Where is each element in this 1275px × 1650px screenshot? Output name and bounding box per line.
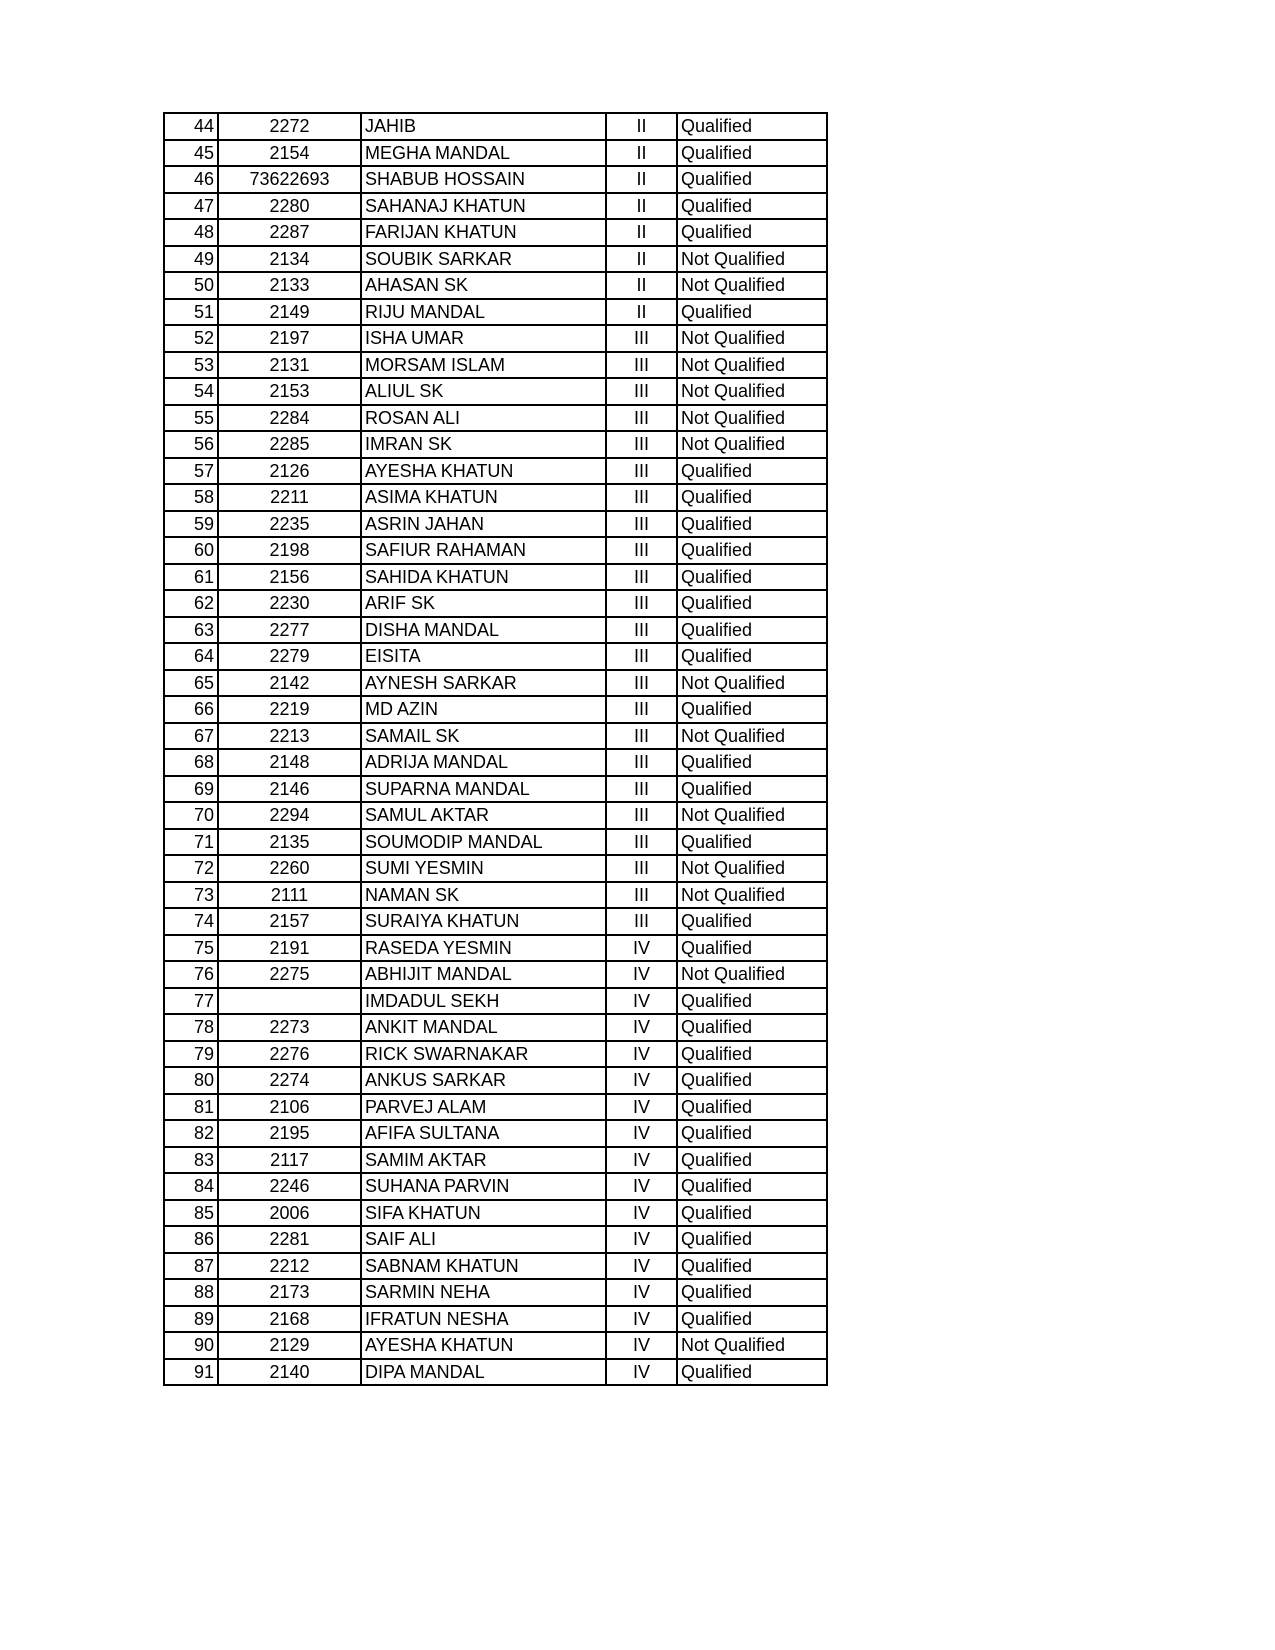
cell-class: III <box>606 537 677 564</box>
cell-status: Qualified <box>677 1200 827 1227</box>
cell-class: IV <box>606 1279 677 1306</box>
cell-status: Qualified <box>677 935 827 962</box>
cell-id: 2273 <box>218 1014 361 1041</box>
cell-serial: 87 <box>164 1253 218 1280</box>
cell-name: AYESHA KHATUN <box>361 1332 606 1359</box>
cell-class: III <box>606 484 677 511</box>
cell-name: RIJU MANDAL <box>361 299 606 326</box>
cell-id: 73622693 <box>218 166 361 193</box>
cell-name: AFIFA SULTANA <box>361 1120 606 1147</box>
table-row <box>164 1253 827 1280</box>
cell-id: 2106 <box>218 1094 361 1121</box>
cell-status: Qualified <box>677 988 827 1015</box>
cell-class: IV <box>606 1173 677 1200</box>
cell-id: 2142 <box>218 670 361 697</box>
cell-id: 2277 <box>218 617 361 644</box>
cell-class: III <box>606 458 677 485</box>
cell-serial: 63 <box>164 617 218 644</box>
cell-name: ANKIT MANDAL <box>361 1014 606 1041</box>
table-row <box>164 537 827 564</box>
cell-serial: 76 <box>164 961 218 988</box>
cell-name: SAHANAJ KHATUN <box>361 193 606 220</box>
cell-serial: 47 <box>164 193 218 220</box>
cell-name: SOUBIK SARKAR <box>361 246 606 273</box>
cell-id: 2198 <box>218 537 361 564</box>
cell-serial: 68 <box>164 749 218 776</box>
cell-id: 2111 <box>218 882 361 909</box>
cell-id: 2154 <box>218 140 361 167</box>
cell-status: Qualified <box>677 1041 827 1068</box>
cell-name: SOUMODIP MANDAL <box>361 829 606 856</box>
cell-status: Qualified <box>677 1306 827 1333</box>
cell-status: Qualified <box>677 908 827 935</box>
cell-status: Qualified <box>677 749 827 776</box>
cell-class: IV <box>606 1120 677 1147</box>
cell-status: Qualified <box>677 1147 827 1174</box>
table-row <box>164 113 827 140</box>
cell-status: Qualified <box>677 166 827 193</box>
table-row <box>164 1120 827 1147</box>
cell-serial: 54 <box>164 378 218 405</box>
cell-serial: 85 <box>164 1200 218 1227</box>
cell-name: ABHIJIT MANDAL <box>361 961 606 988</box>
cell-class: IV <box>606 1041 677 1068</box>
cell-name: ADRIJA MANDAL <box>361 749 606 776</box>
cell-serial: 64 <box>164 643 218 670</box>
table-row <box>164 246 827 273</box>
cell-class: III <box>606 855 677 882</box>
cell-class: III <box>606 802 677 829</box>
cell-status: Qualified <box>677 140 827 167</box>
cell-status: Qualified <box>677 113 827 140</box>
table-row <box>164 617 827 644</box>
table-row <box>164 1200 827 1227</box>
table-row <box>164 1226 827 1253</box>
cell-class: II <box>606 272 677 299</box>
cell-id: 2285 <box>218 431 361 458</box>
table-row <box>164 961 827 988</box>
cell-class: IV <box>606 1253 677 1280</box>
cell-serial: 79 <box>164 1041 218 1068</box>
cell-class: III <box>606 405 677 432</box>
cell-id: 2135 <box>218 829 361 856</box>
cell-class: III <box>606 352 677 379</box>
table-row <box>164 405 827 432</box>
cell-name: AYNESH SARKAR <box>361 670 606 697</box>
table-row <box>164 1173 827 1200</box>
cell-status: Qualified <box>677 617 827 644</box>
cell-name: MEGHA MANDAL <box>361 140 606 167</box>
cell-status: Qualified <box>677 776 827 803</box>
cell-class: III <box>606 617 677 644</box>
cell-serial: 66 <box>164 696 218 723</box>
results-table <box>163 112 828 1386</box>
cell-id: 2275 <box>218 961 361 988</box>
cell-class: III <box>606 511 677 538</box>
cell-id: 2230 <box>218 590 361 617</box>
cell-serial: 53 <box>164 352 218 379</box>
cell-id: 2153 <box>218 378 361 405</box>
table-row <box>164 749 827 776</box>
cell-status: Qualified <box>677 484 827 511</box>
cell-class: III <box>606 564 677 591</box>
cell-id: 2280 <box>218 193 361 220</box>
cell-serial: 89 <box>164 1306 218 1333</box>
cell-id: 2134 <box>218 246 361 273</box>
cell-name: ARIF SK <box>361 590 606 617</box>
cell-class: IV <box>606 1332 677 1359</box>
cell-id: 2129 <box>218 1332 361 1359</box>
cell-status: Qualified <box>677 1173 827 1200</box>
cell-id: 2294 <box>218 802 361 829</box>
cell-class: IV <box>606 1226 677 1253</box>
cell-id: 2191 <box>218 935 361 962</box>
cell-name: SUMI YESMIN <box>361 855 606 882</box>
cell-class: III <box>606 749 677 776</box>
cell-class: II <box>606 246 677 273</box>
cell-id: 2140 <box>218 1359 361 1386</box>
cell-serial: 49 <box>164 246 218 273</box>
table-row <box>164 723 827 750</box>
cell-name: AHASAN SK <box>361 272 606 299</box>
cell-name: SIFA KHATUN <box>361 1200 606 1227</box>
cell-name: ASIMA KHATUN <box>361 484 606 511</box>
cell-serial: 57 <box>164 458 218 485</box>
cell-class: III <box>606 776 677 803</box>
table-row <box>164 564 827 591</box>
results-table-body <box>164 113 827 1385</box>
cell-name: SARMIN NEHA <box>361 1279 606 1306</box>
table-row <box>164 670 827 697</box>
table-row <box>164 458 827 485</box>
cell-status: Not Qualified <box>677 802 827 829</box>
cell-class: II <box>606 113 677 140</box>
cell-serial: 91 <box>164 1359 218 1386</box>
cell-status: Qualified <box>677 1226 827 1253</box>
cell-name: FARIJAN KHATUN <box>361 219 606 246</box>
cell-class: III <box>606 643 677 670</box>
cell-name: DIPA MANDAL <box>361 1359 606 1386</box>
cell-serial: 56 <box>164 431 218 458</box>
cell-name: SUPARNA MANDAL <box>361 776 606 803</box>
cell-serial: 59 <box>164 511 218 538</box>
table-row <box>164 378 827 405</box>
table-row <box>164 1094 827 1121</box>
table-row <box>164 140 827 167</box>
cell-serial: 52 <box>164 325 218 352</box>
cell-id: 2213 <box>218 723 361 750</box>
cell-name: ISHA UMAR <box>361 325 606 352</box>
cell-name: ROSAN ALI <box>361 405 606 432</box>
cell-id: 2157 <box>218 908 361 935</box>
cell-class: III <box>606 696 677 723</box>
cell-serial: 75 <box>164 935 218 962</box>
cell-serial: 78 <box>164 1014 218 1041</box>
cell-serial: 72 <box>164 855 218 882</box>
cell-name: NAMAN SK <box>361 882 606 909</box>
cell-class: II <box>606 166 677 193</box>
cell-class: III <box>606 431 677 458</box>
cell-class: III <box>606 882 677 909</box>
cell-id: 2284 <box>218 405 361 432</box>
table-row <box>164 1067 827 1094</box>
cell-status: Qualified <box>677 590 827 617</box>
cell-name: SURAIYA KHATUN <box>361 908 606 935</box>
table-row <box>164 1147 827 1174</box>
cell-name: RICK SWARNAKAR <box>361 1041 606 1068</box>
cell-class: II <box>606 193 677 220</box>
cell-name: AYESHA KHATUN <box>361 458 606 485</box>
table-row <box>164 590 827 617</box>
cell-name: IFRATUN NESHA <box>361 1306 606 1333</box>
table-row <box>164 299 827 326</box>
cell-name: ANKUS SARKAR <box>361 1067 606 1094</box>
cell-id: 2117 <box>218 1147 361 1174</box>
cell-name: ASRIN JAHAN <box>361 511 606 538</box>
cell-class: III <box>606 723 677 750</box>
cell-serial: 71 <box>164 829 218 856</box>
cell-name: IMRAN SK <box>361 431 606 458</box>
cell-name: SABNAM KHATUN <box>361 1253 606 1280</box>
table-row <box>164 166 827 193</box>
cell-name: SAMAIL SK <box>361 723 606 750</box>
cell-serial: 83 <box>164 1147 218 1174</box>
cell-serial: 77 <box>164 988 218 1015</box>
cell-status: Qualified <box>677 537 827 564</box>
cell-id: 2131 <box>218 352 361 379</box>
table-row <box>164 643 827 670</box>
cell-serial: 81 <box>164 1094 218 1121</box>
cell-class: IV <box>606 1147 677 1174</box>
cell-id: 2272 <box>218 113 361 140</box>
cell-id: 2235 <box>218 511 361 538</box>
cell-id: 2149 <box>218 299 361 326</box>
cell-class: IV <box>606 1067 677 1094</box>
cell-status: Qualified <box>677 1014 827 1041</box>
cell-name: ALIUL SK <box>361 378 606 405</box>
cell-id: 2276 <box>218 1041 361 1068</box>
cell-class: II <box>606 219 677 246</box>
table-row <box>164 829 827 856</box>
table-row <box>164 696 827 723</box>
cell-status: Qualified <box>677 1120 827 1147</box>
cell-id: 2146 <box>218 776 361 803</box>
cell-name: SAMUL AKTAR <box>361 802 606 829</box>
cell-status: Not Qualified <box>677 352 827 379</box>
cell-status: Not Qualified <box>677 1332 827 1359</box>
table-row <box>164 1332 827 1359</box>
cell-class: IV <box>606 1306 677 1333</box>
cell-class: III <box>606 670 677 697</box>
table-row <box>164 855 827 882</box>
cell-class: III <box>606 325 677 352</box>
cell-status: Qualified <box>677 1094 827 1121</box>
cell-id: 2246 <box>218 1173 361 1200</box>
cell-class: III <box>606 590 677 617</box>
cell-id: 2211 <box>218 484 361 511</box>
table-row <box>164 325 827 352</box>
cell-serial: 67 <box>164 723 218 750</box>
cell-status: Not Qualified <box>677 272 827 299</box>
cell-serial: 69 <box>164 776 218 803</box>
table-row <box>164 219 827 246</box>
table-row <box>164 802 827 829</box>
cell-id: 2219 <box>218 696 361 723</box>
cell-id: 2156 <box>218 564 361 591</box>
table-row <box>164 935 827 962</box>
table-row <box>164 882 827 909</box>
table-row <box>164 352 827 379</box>
cell-id: 2197 <box>218 325 361 352</box>
cell-class: II <box>606 140 677 167</box>
table-row <box>164 1279 827 1306</box>
cell-name: SAHIDA KHATUN <box>361 564 606 591</box>
table-row <box>164 1041 827 1068</box>
cell-id: 2168 <box>218 1306 361 1333</box>
cell-class: IV <box>606 1094 677 1121</box>
cell-serial: 48 <box>164 219 218 246</box>
cell-status: Not Qualified <box>677 855 827 882</box>
cell-status: Qualified <box>677 219 827 246</box>
cell-serial: 82 <box>164 1120 218 1147</box>
cell-serial: 84 <box>164 1173 218 1200</box>
cell-status: Qualified <box>677 564 827 591</box>
table-row <box>164 431 827 458</box>
table-row <box>164 272 827 299</box>
cell-id: 2274 <box>218 1067 361 1094</box>
table-row <box>164 988 827 1015</box>
cell-status: Not Qualified <box>677 378 827 405</box>
cell-class: IV <box>606 1200 677 1227</box>
cell-id <box>218 988 361 1015</box>
cell-serial: 65 <box>164 670 218 697</box>
cell-status: Qualified <box>677 829 827 856</box>
cell-serial: 46 <box>164 166 218 193</box>
cell-status: Not Qualified <box>677 961 827 988</box>
cell-class: III <box>606 908 677 935</box>
cell-status: Qualified <box>677 643 827 670</box>
cell-name: SAIF ALI <box>361 1226 606 1253</box>
cell-status: Qualified <box>677 1067 827 1094</box>
table-row <box>164 1014 827 1041</box>
cell-name: MD AZIN <box>361 696 606 723</box>
cell-serial: 61 <box>164 564 218 591</box>
cell-serial: 51 <box>164 299 218 326</box>
cell-name: MORSAM ISLAM <box>361 352 606 379</box>
cell-class: III <box>606 829 677 856</box>
cell-name: DISHA MANDAL <box>361 617 606 644</box>
cell-serial: 60 <box>164 537 218 564</box>
cell-status: Qualified <box>677 1279 827 1306</box>
table-row <box>164 193 827 220</box>
table-row <box>164 1306 827 1333</box>
cell-status: Qualified <box>677 511 827 538</box>
cell-serial: 90 <box>164 1332 218 1359</box>
cell-id: 2195 <box>218 1120 361 1147</box>
table-row <box>164 484 827 511</box>
cell-id: 2212 <box>218 1253 361 1280</box>
cell-serial: 50 <box>164 272 218 299</box>
cell-name: EISITA <box>361 643 606 670</box>
cell-name: SHABUB HOSSAIN <box>361 166 606 193</box>
cell-id: 2173 <box>218 1279 361 1306</box>
cell-id: 2126 <box>218 458 361 485</box>
cell-name: SAFIUR RAHAMAN <box>361 537 606 564</box>
cell-serial: 74 <box>164 908 218 935</box>
cell-serial: 86 <box>164 1226 218 1253</box>
cell-status: Qualified <box>677 1359 827 1386</box>
cell-status: Qualified <box>677 696 827 723</box>
cell-name: PARVEJ ALAM <box>361 1094 606 1121</box>
table-row <box>164 908 827 935</box>
cell-status: Not Qualified <box>677 670 827 697</box>
cell-id: 2006 <box>218 1200 361 1227</box>
table-row <box>164 511 827 538</box>
cell-status: Not Qualified <box>677 723 827 750</box>
cell-status: Not Qualified <box>677 246 827 273</box>
cell-name: SUHANA PARVIN <box>361 1173 606 1200</box>
cell-status: Qualified <box>677 299 827 326</box>
cell-serial: 62 <box>164 590 218 617</box>
cell-serial: 88 <box>164 1279 218 1306</box>
cell-serial: 44 <box>164 113 218 140</box>
cell-class: IV <box>606 988 677 1015</box>
cell-name: JAHIB <box>361 113 606 140</box>
cell-serial: 45 <box>164 140 218 167</box>
cell-status: Not Qualified <box>677 431 827 458</box>
cell-class: III <box>606 378 677 405</box>
cell-class: IV <box>606 1359 677 1386</box>
cell-id: 2281 <box>218 1226 361 1253</box>
cell-serial: 58 <box>164 484 218 511</box>
cell-status: Qualified <box>677 458 827 485</box>
cell-class: IV <box>606 961 677 988</box>
cell-status: Qualified <box>677 1253 827 1280</box>
cell-status: Not Qualified <box>677 882 827 909</box>
cell-status: Qualified <box>677 193 827 220</box>
cell-status: Not Qualified <box>677 325 827 352</box>
cell-serial: 80 <box>164 1067 218 1094</box>
cell-class: II <box>606 299 677 326</box>
cell-serial: 70 <box>164 802 218 829</box>
cell-id: 2148 <box>218 749 361 776</box>
cell-class: IV <box>606 935 677 962</box>
table-row <box>164 1359 827 1386</box>
cell-serial: 55 <box>164 405 218 432</box>
cell-status: Not Qualified <box>677 405 827 432</box>
cell-name: IMDADUL SEKH <box>361 988 606 1015</box>
cell-serial: 73 <box>164 882 218 909</box>
cell-id: 2287 <box>218 219 361 246</box>
cell-name: SAMIM AKTAR <box>361 1147 606 1174</box>
cell-id: 2133 <box>218 272 361 299</box>
cell-name: RASEDA YESMIN <box>361 935 606 962</box>
cell-id: 2260 <box>218 855 361 882</box>
table-row <box>164 776 827 803</box>
cell-id: 2279 <box>218 643 361 670</box>
cell-class: IV <box>606 1014 677 1041</box>
